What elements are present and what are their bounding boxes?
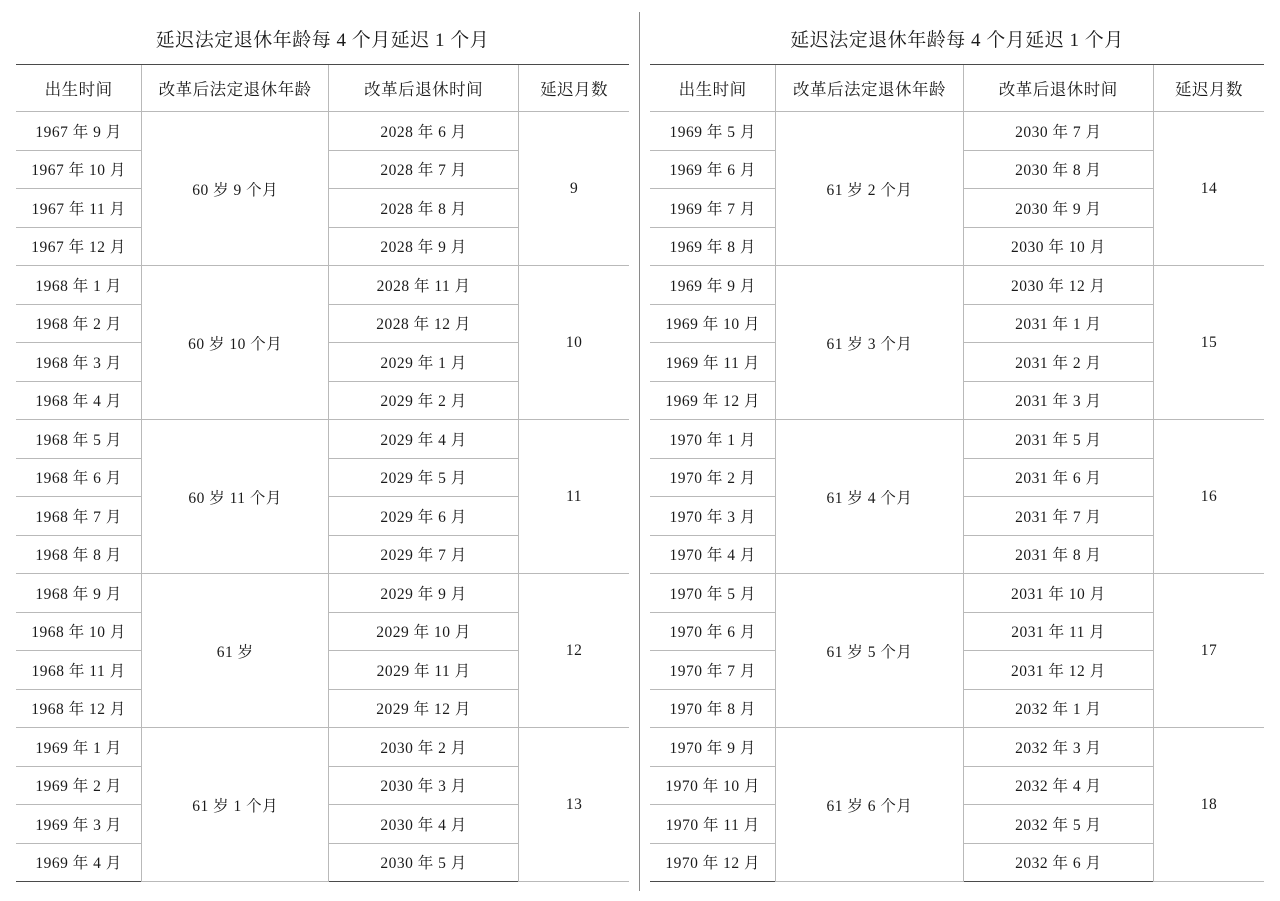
cell-birth-date: 1970 年 3 月 [650,497,776,536]
cell-birth-date: 1969 年 7 月 [650,189,776,228]
cell-birth-date: 1968 年 4 月 [16,381,142,420]
cell-birth-date: 1967 年 9 月 [16,112,142,151]
cell-retirement-age: 61 岁 6 个月 [776,728,963,882]
cell-retirement-time: 2029 年 1 月 [329,343,519,382]
cell-retirement-time: 2030 年 3 月 [329,766,519,805]
cell-retirement-time: 2031 年 5 月 [963,420,1153,459]
cell-delay-months: 16 [1153,420,1264,574]
cell-retirement-time: 2030 年 12 月 [963,266,1153,305]
cell-birth-date: 1969 年 1 月 [16,728,142,767]
cell-birth-date: 1969 年 5 月 [650,112,776,151]
cell-retirement-time: 2028 年 11 月 [329,266,519,305]
cell-retirement-age: 61 岁 2 个月 [776,112,963,266]
table-row [650,420,1264,459]
table-row [16,112,629,151]
cell-retirement-time: 2030 年 9 月 [963,189,1153,228]
cell-retirement-time: 2030 年 8 月 [963,150,1153,189]
cell-retirement-time: 2029 年 5 月 [329,458,519,497]
cell-retirement-time: 2030 年 4 月 [329,805,519,844]
cell-birth-date: 1970 年 5 月 [650,574,776,613]
cell-birth-date: 1969 年 8 月 [650,227,776,266]
cell-retirement-time: 2031 年 8 月 [963,535,1153,574]
cell-birth-date: 1968 年 12 月 [16,689,142,728]
cell-birth-date: 1968 年 2 月 [16,304,142,343]
table-title: 延迟法定退休年龄每 4 个月延迟 1 个月 [650,12,1264,65]
cell-retirement-age: 61 岁 4 个月 [776,420,963,574]
column-header-delay-months: 延迟月数 [1153,65,1264,112]
cell-retirement-age: 60 岁 11 个月 [142,420,329,574]
cell-retirement-time: 2031 年 12 月 [963,651,1153,690]
cell-retirement-time: 2028 年 9 月 [329,227,519,266]
cell-retirement-time: 2032 年 3 月 [963,728,1153,767]
cell-retirement-time: 2029 年 7 月 [329,535,519,574]
cell-birth-date: 1970 年 10 月 [650,766,776,805]
cell-birth-date: 1970 年 12 月 [650,843,776,882]
cell-retirement-time: 2030 年 10 月 [963,227,1153,266]
cell-delay-months: 15 [1153,266,1264,420]
cell-retirement-age: 61 岁 1 个月 [142,728,329,882]
table-row [16,728,629,767]
table-panel-right [640,12,1264,891]
table-header-row [16,65,629,112]
table-body-left [16,12,629,882]
table-row [16,574,629,613]
table-row [650,266,1264,305]
cell-retirement-time: 2028 年 7 月 [329,150,519,189]
cell-birth-date: 1967 年 11 月 [16,189,142,228]
cell-retirement-time: 2032 年 4 月 [963,766,1153,805]
cell-birth-date: 1969 年 10 月 [650,304,776,343]
cell-birth-date: 1967 年 10 月 [16,150,142,189]
cell-retirement-time: 2031 年 6 月 [963,458,1153,497]
table-title-row [16,12,629,65]
cell-birth-date: 1968 年 3 月 [16,343,142,382]
cell-retirement-time: 2030 年 2 月 [329,728,519,767]
column-header-retire-age: 改革后法定退休年龄 [142,65,329,112]
cell-delay-months: 11 [519,420,629,574]
cell-retirement-age: 60 岁 10 个月 [142,266,329,420]
cell-birth-date: 1969 年 12 月 [650,381,776,420]
table-row [16,420,629,459]
table-panel-left [16,12,640,891]
column-header-delay-months: 延迟月数 [519,65,629,112]
cell-birth-date: 1969 年 4 月 [16,843,142,882]
cell-retirement-time: 2029 年 6 月 [329,497,519,536]
cell-retirement-time: 2031 年 10 月 [963,574,1153,613]
cell-retirement-time: 2029 年 2 月 [329,381,519,420]
cell-retirement-time: 2032 年 6 月 [963,843,1153,882]
cell-retirement-time: 2030 年 7 月 [963,112,1153,151]
cell-birth-date: 1970 年 8 月 [650,689,776,728]
cell-retirement-time: 2028 年 8 月 [329,189,519,228]
cell-birth-date: 1970 年 2 月 [650,458,776,497]
cell-birth-date: 1970 年 4 月 [650,535,776,574]
cell-retirement-time: 2031 年 3 月 [963,381,1153,420]
table-row [16,266,629,305]
column-header-birth: 出生时间 [16,65,142,112]
cell-birth-date: 1970 年 11 月 [650,805,776,844]
table-title: 延迟法定退休年龄每 4 个月延迟 1 个月 [16,12,629,65]
cell-delay-months: 9 [519,112,629,266]
table-row [650,574,1264,613]
cell-birth-date: 1968 年 6 月 [16,458,142,497]
cell-retirement-time: 2028 年 6 月 [329,112,519,151]
table-row [650,728,1264,767]
cell-retirement-time: 2031 年 7 月 [963,497,1153,536]
table-row [650,112,1264,151]
cell-retirement-time: 2031 年 11 月 [963,612,1153,651]
cell-retirement-age: 61 岁 3 个月 [776,266,963,420]
table-title-row [650,12,1264,65]
table-header-row [650,65,1264,112]
cell-delay-months: 18 [1153,728,1264,882]
cell-delay-months: 12 [519,574,629,728]
cell-birth-date: 1968 年 1 月 [16,266,142,305]
cell-birth-date: 1970 年 1 月 [650,420,776,459]
column-header-birth: 出生时间 [650,65,776,112]
cell-retirement-time: 2029 年 11 月 [329,651,519,690]
column-header-retire-time: 改革后退休时间 [963,65,1153,112]
column-header-retire-time: 改革后退休时间 [329,65,519,112]
cell-birth-date: 1968 年 7 月 [16,497,142,536]
cell-retirement-time: 2031 年 2 月 [963,343,1153,382]
cell-delay-months: 17 [1153,574,1264,728]
cell-retirement-age: 60 岁 9 个月 [142,112,329,266]
cell-retirement-time: 2029 年 9 月 [329,574,519,613]
cell-retirement-age: 61 岁 [142,574,329,728]
cell-retirement-time: 2029 年 12 月 [329,689,519,728]
cell-birth-date: 1969 年 6 月 [650,150,776,189]
cell-retirement-time: 2029 年 4 月 [329,420,519,459]
column-header-retire-age: 改革后法定退休年龄 [776,65,963,112]
cell-birth-date: 1969 年 3 月 [16,805,142,844]
cell-retirement-time: 2032 年 5 月 [963,805,1153,844]
cell-retirement-time: 2032 年 1 月 [963,689,1153,728]
cell-retirement-time: 2030 年 5 月 [329,843,519,882]
cell-retirement-time: 2029 年 10 月 [329,612,519,651]
retirement-schedule-table-left [16,12,629,882]
cell-birth-date: 1968 年 5 月 [16,420,142,459]
retirement-schedule-table-right [650,12,1264,882]
cell-birth-date: 1969 年 2 月 [16,766,142,805]
cell-birth-date: 1968 年 9 月 [16,574,142,613]
cell-delay-months: 14 [1153,112,1264,266]
cell-retirement-time: 2031 年 1 月 [963,304,1153,343]
cell-birth-date: 1970 年 7 月 [650,651,776,690]
table-body-right [650,12,1264,882]
cell-retirement-age: 61 岁 5 个月 [776,574,963,728]
cell-birth-date: 1968 年 8 月 [16,535,142,574]
cell-birth-date: 1970 年 9 月 [650,728,776,767]
cell-retirement-time: 2028 年 12 月 [329,304,519,343]
cell-birth-date: 1969 年 11 月 [650,343,776,382]
cell-birth-date: 1970 年 6 月 [650,612,776,651]
cell-delay-months: 13 [519,728,629,882]
cell-birth-date: 1969 年 9 月 [650,266,776,305]
cell-birth-date: 1968 年 11 月 [16,651,142,690]
cell-birth-date: 1968 年 10 月 [16,612,142,651]
cell-delay-months: 10 [519,266,629,420]
cell-birth-date: 1967 年 12 月 [16,227,142,266]
